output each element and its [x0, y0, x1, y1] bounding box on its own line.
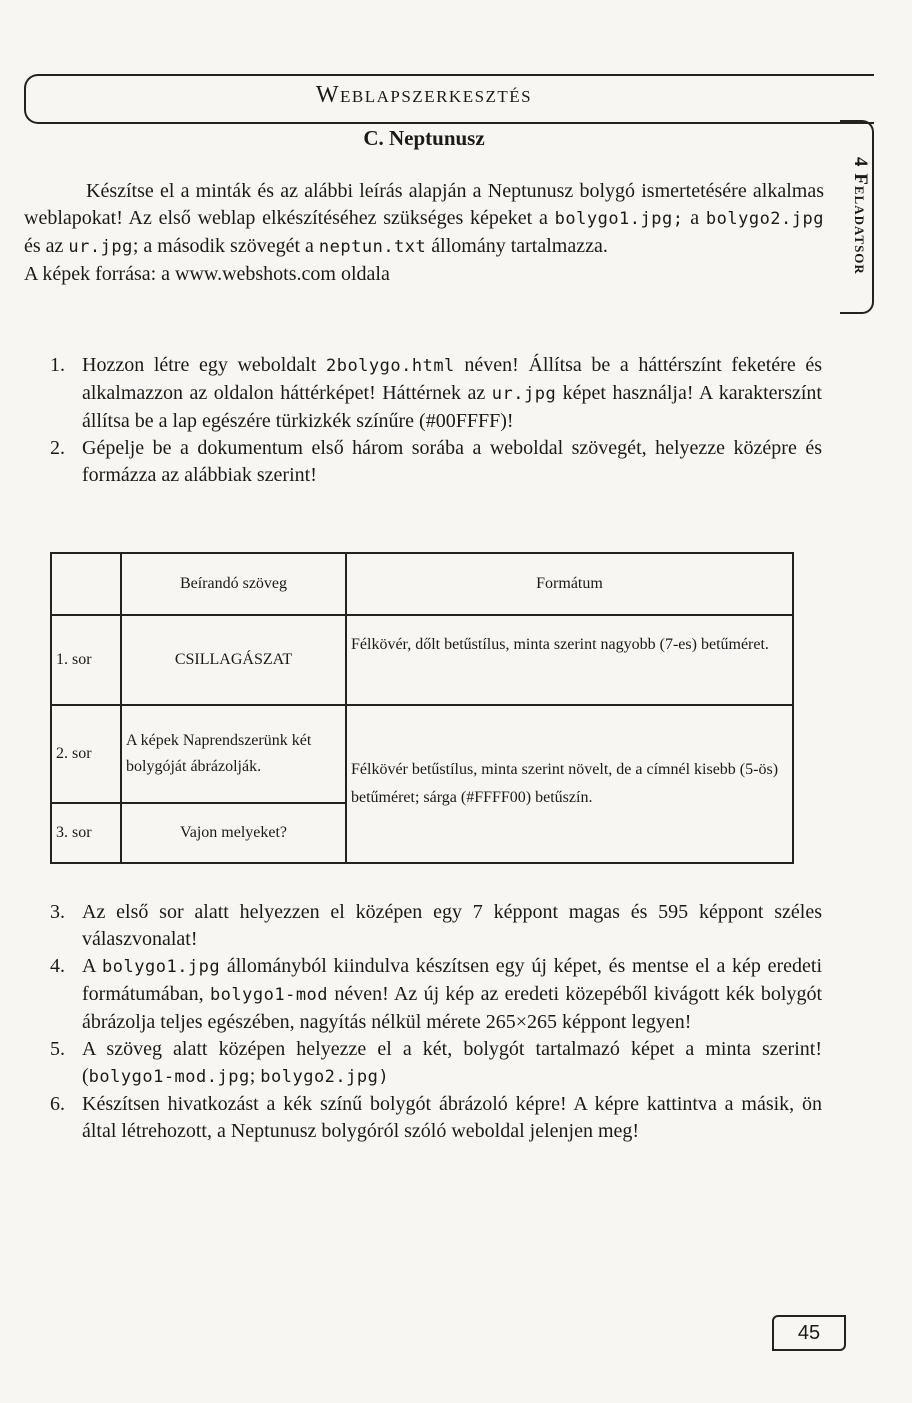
item-text: néven! Az új kép az eredeti közepéből kivágott kék bolygót ábrázolja teljes egészében, nagyítás nélkül mérete 265×265 képpont legyen!	[82, 983, 823, 1033]
item-text: Hozzon létre egy weboldalt	[82, 354, 326, 376]
section-title: C. Neptunusz	[363, 126, 485, 150]
list-item	[50, 352, 822, 435]
intro-text-part: és az	[24, 235, 69, 257]
intro-text-part: ; a második szövegét a	[132, 235, 319, 257]
filename: neptun.txt	[318, 237, 427, 257]
filename: bolygo1.jpg	[102, 957, 221, 977]
item-number: 1.	[50, 354, 65, 376]
page-number: 45	[772, 1315, 846, 1351]
item-number: 5.	[50, 1038, 65, 1060]
item-text: ;	[249, 1065, 261, 1087]
filename: ur.jpg	[491, 384, 557, 404]
table-cell: Vajon melyeket?	[121, 803, 346, 863]
item-text: Gépelje be a dokumentum első három sorába a weboldal szövegét, helyezze középre és formázza az alábbiak szerint!	[82, 437, 822, 486]
table-row	[51, 553, 793, 615]
item-text: A szöveg alatt középen helyezze el a két, bolygót tartalmazó képet a minta szerint! (	[82, 1038, 822, 1087]
task-list-1	[50, 352, 822, 489]
intro-paragraph	[24, 178, 824, 261]
item-text: képet használja! A karakterszínt állítsa be a lap egészére türkizkék színűre (#00FFFF)!	[82, 382, 822, 432]
item-number: 6.	[50, 1093, 65, 1115]
table-cell: Félkövér betűstílus, minta szerint növelt, de a címnél kisebb (5-ös) betűméret; sárga (#FFFF00) betűszín.	[346, 705, 793, 863]
table-cell: 1. sor	[51, 615, 121, 705]
item-text: A	[82, 955, 103, 977]
table-cell: CSILLAGÁSZAT	[121, 615, 346, 705]
table-row	[51, 615, 793, 705]
intro-text	[24, 178, 824, 288]
table-cell: 3. sor	[51, 803, 121, 863]
filename: bolygo2.jpg)	[260, 1067, 390, 1087]
item-text: Az első sor alatt helyezzen el középen egy 7 képpont magas és 595 képpont széles válaszvonalat!	[82, 901, 822, 950]
filename: bolygo1-mod.jpg	[88, 1067, 250, 1087]
filename: ur.jpg	[68, 237, 133, 257]
item-text: állományból kiindulva készítsen egy új képet, és mentse el a kép eredeti formátumában,	[82, 955, 823, 1005]
filename: bolygo1.jpg;	[554, 209, 684, 229]
format-table	[50, 552, 794, 864]
intro-text-part: a	[683, 207, 706, 229]
table-header: Formátum	[346, 553, 793, 615]
list-item	[50, 1091, 822, 1145]
side-tab-label: 4 Feladatsor	[850, 157, 871, 275]
filename: bolygo2.jpg	[705, 209, 824, 229]
table-cell: A képek Naprendszerünk két bolygóját ábrázolják.	[121, 705, 346, 802]
item-text: néven! Állítsa be a háttérszínt feketére és alkalmazzon az oldalon háttérképet! Háttérnek az	[82, 354, 823, 404]
table-row	[51, 705, 793, 802]
item-number: 4.	[50, 955, 65, 977]
table-header: Beírandó szöveg	[121, 553, 346, 615]
item-text: Készítsen hivatkozást a kék színű bolygót ábrázoló képre! A képre kattintva a másik, ön által létrehozott, a Neptunusz bolygóról szóló weboldal jelenjen meg!	[82, 1093, 822, 1142]
list-item	[50, 899, 822, 953]
list-item	[50, 953, 822, 1036]
list-item	[50, 1036, 822, 1091]
intro-text-part: Készítse el a minták és az alábbi leírás alapján a Neptunusz bolygó ismertetésére alkalmas weblapokat! Az első weblap elkészítéséhez szükséges képeket a	[24, 180, 824, 229]
source-line: A képek forrása: a www.webshots.com oldala	[24, 263, 390, 285]
table-cell: Félkövér, dőlt betűstílus, minta szerint nagyobb (7-es) betűméret.	[346, 615, 793, 705]
item-number: 2.	[50, 437, 65, 459]
task-list-2	[50, 899, 822, 1145]
list-item	[50, 435, 822, 489]
item-number: 3.	[50, 901, 65, 923]
table-header	[51, 553, 121, 615]
filename: bolygo1-mod	[209, 985, 329, 1005]
intro-text-part: állomány tartalmazza.	[426, 235, 608, 257]
chapter-title: Weblapszerkesztés	[315, 82, 533, 108]
filename: 2bolygo.html	[325, 356, 455, 376]
table-cell: 2. sor	[51, 705, 121, 802]
